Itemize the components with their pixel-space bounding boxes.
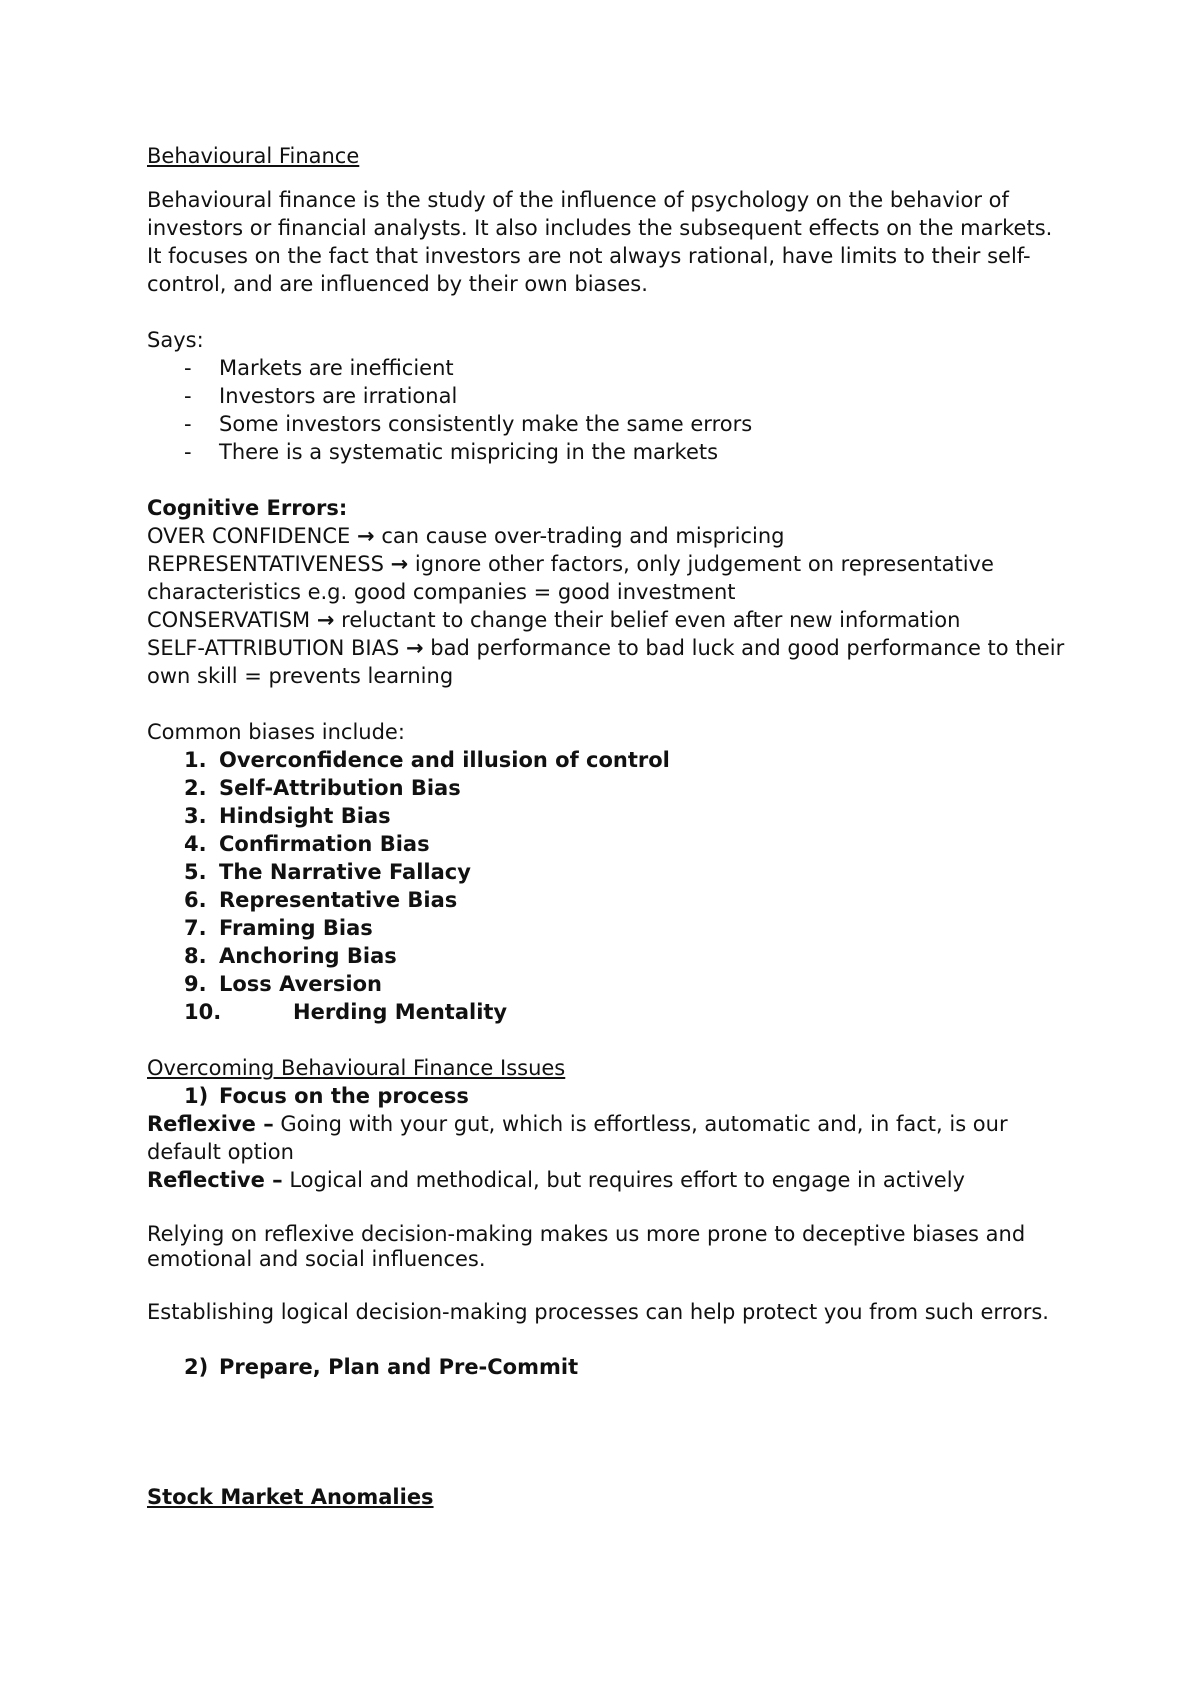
- logical-paragraph: Establishing logical decision-making processes can help protect you from such errors.: [147, 1300, 1049, 1324]
- cognitive-error-item: OVER CONFIDENCE → can cause over-trading and mispricing: [147, 524, 785, 548]
- list-item: 6. Representative Bias: [184, 888, 458, 912]
- list-item: 7. Framing Bias: [184, 916, 373, 940]
- list-item: 10. Herding Mentality: [184, 1000, 508, 1024]
- arrow-icon: →: [406, 636, 424, 660]
- reflective-definition: Reflective – Logical and methodical, but requires effort to engage in actively: [147, 1168, 965, 1192]
- arrow-icon: →: [316, 608, 335, 632]
- list-item: - Investors are irrational: [184, 384, 458, 408]
- list-item: - There is a systematic mispricing in the markets: [184, 440, 719, 464]
- arrow-icon: →: [390, 552, 409, 576]
- list-item: 9. Loss Aversion: [184, 972, 382, 996]
- biases-list: [147, 746, 1067, 1026]
- intro-paragraph: Behavioural finance is the study of the influence of psychology on the behavior of investors or financial analysts. It also includes the subsequent effects on the markets. It focuses on the fact that investors are not always rational, have limits to their self-control, and are influenced by their own biases.: [147, 188, 1053, 296]
- document-title: Behavioural Finance: [147, 144, 360, 168]
- list-item: 2. Self-Attribution Bias: [184, 776, 461, 800]
- overcoming-heading: Overcoming Behavioural Finance Issues: [147, 1056, 566, 1080]
- document-page: [147, 142, 1067, 1511]
- reflexive-definition: Reflexive – Going with your gut, which is effortless, automatic and, in fact, is our default option: [147, 1112, 1008, 1164]
- list-item: 4. Confirmation Bias: [184, 832, 430, 856]
- list-item: 1. Overconfidence and illusion of control: [184, 748, 670, 772]
- list-item: 5. The Narrative Fallacy: [184, 860, 471, 884]
- step-one: 1) Focus on the process: [184, 1084, 469, 1108]
- cognitive-error-item: SELF-ATTRIBUTION BIAS → bad performance to bad luck and good performance to their own skill = prevents learning: [147, 636, 1065, 688]
- cognitive-errors-heading: Cognitive Errors:: [147, 496, 348, 520]
- cognitive-error-item: REPRESENTATIVENESS → ignore other factors, only judgement on representative characteristics e.g. good companies = good investment: [147, 552, 994, 604]
- reflexive-paragraph: Relying on reflexive decision-making makes us more prone to deceptive biases and emotional and social influences.: [147, 1222, 1026, 1271]
- list-item: 8. Anchoring Bias: [184, 944, 397, 968]
- says-label: Says:: [147, 328, 204, 352]
- anomalies-heading: Stock Market Anomalies: [147, 1485, 434, 1509]
- step-two: 2) Prepare, Plan and Pre-Commit: [184, 1355, 579, 1379]
- says-list: [147, 354, 1067, 466]
- cognitive-error-item: CONSERVATISM → reluctant to change their belief even after new information: [147, 608, 961, 632]
- list-item: - Some investors consistently make the same errors: [184, 412, 753, 436]
- biases-label: Common biases include:: [147, 720, 405, 744]
- arrow-icon: →: [357, 524, 375, 548]
- list-item: - Markets are inefficient: [184, 356, 454, 380]
- list-item: 3. Hindsight Bias: [184, 804, 391, 828]
